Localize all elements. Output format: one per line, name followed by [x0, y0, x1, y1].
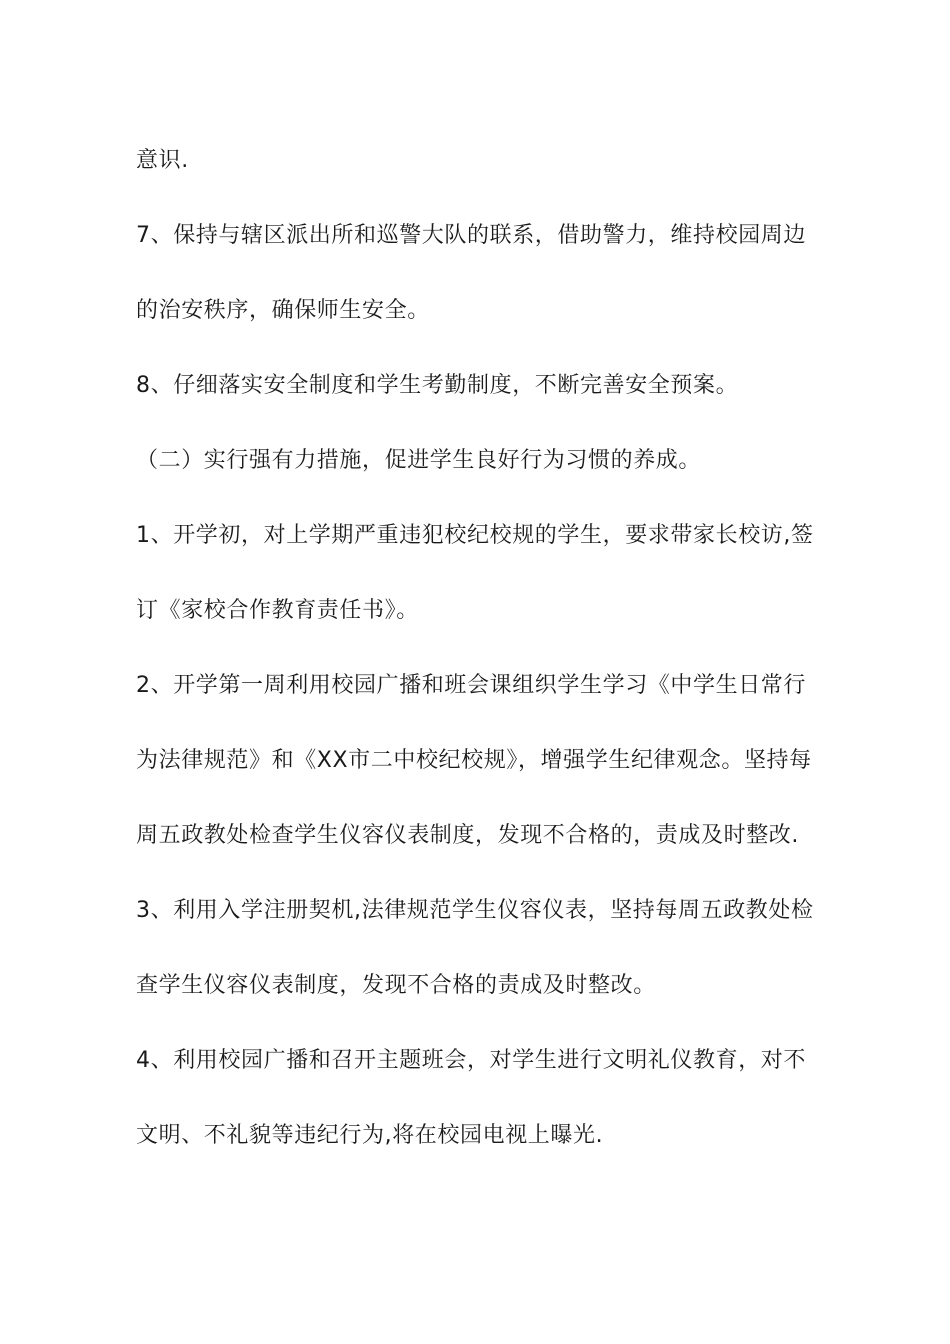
- text-line: 意识.: [136, 148, 189, 173]
- text-line: 2、开学第一周利用校园广播和班会课组织学生学习《中学生日常行: [136, 673, 806, 698]
- text-line: 8、仔细落实安全制度和学生考勤制度，不断完善安全预案。: [136, 373, 739, 398]
- text-line: 查学生仪容仪表制度，发现不合格的责成及时整改。: [136, 973, 656, 998]
- text-line: 的治安秩序，确保师生安全。: [136, 298, 430, 323]
- text-line: 文明、不礼貌等违纪行为,将在校园电视上曝光.: [136, 1123, 604, 1148]
- text-line: 周五政教处检查学生仪容仪表制度，发现不合格的，责成及时整改.: [136, 823, 799, 848]
- text-line: 为法律规范》和《XX市二中校纪校规》，增强学生纪律观念。坚持每: [136, 748, 812, 773]
- section-heading: （二）实行强有力措施，促进学生良好行为习惯的养成。: [136, 448, 702, 473]
- text-line: 4、利用校园广播和召开主题班会，对学生进行文明礼仪教育，对不: [136, 1048, 806, 1073]
- text-line: 7、保持与辖区派出所和巡警大队的联系，借助警力，维持校园周边: [136, 223, 806, 248]
- text-line: 1、开学初，对上学期严重违犯校纪校规的学生，要求带家长校访,签: [136, 523, 814, 548]
- text-line: 3、利用入学注册契机,法律规范学生仪容仪表，坚持每周五政教处检: [136, 898, 814, 923]
- text-line: 订《家校合作教育责任书》。: [136, 598, 419, 623]
